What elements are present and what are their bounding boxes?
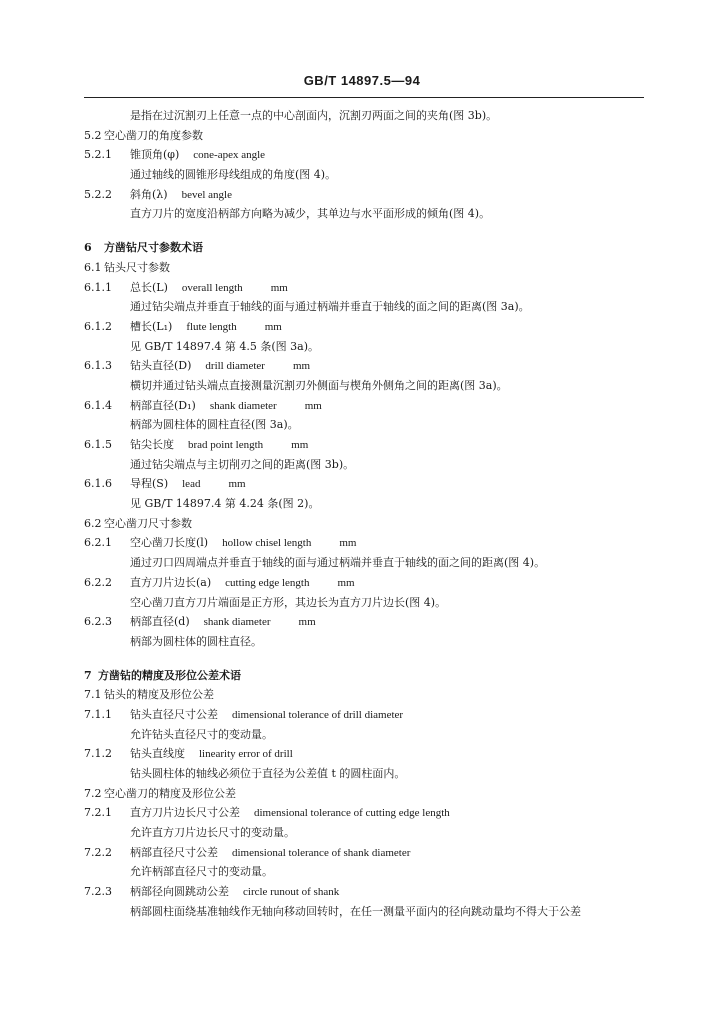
term-entry: 6.1.5 钻尖长度 brad point length mm xyxy=(84,438,309,451)
term-definition: 允许柄部直径尺寸的变动量。 xyxy=(130,865,273,879)
term-entry: 7.1.2 钻头直线度 linearity error of drill xyxy=(84,747,293,761)
term-definition: 横切并通过钻头端点直接测量沉割刃外侧面与楔角外侧角之间的距离(图 3a)。 xyxy=(130,378,508,392)
section-heading: 6.2 空心凿刀尺寸参数 xyxy=(84,516,192,530)
term-definition: 通过刃口四周端点并垂直于轴线的面与通过柄端并垂直于轴线的面之间的距离(图 4)。 xyxy=(130,556,546,570)
term-definition: 见 GB/T 14897.4 第 4.5 条(图 3a)。 xyxy=(130,339,320,353)
section-heading: 5.2 空心凿刀的角度参数 xyxy=(84,128,203,142)
chapter-heading: 7 方凿钻的精度及形位公差术语 xyxy=(84,668,241,682)
term-definition: 通过钻尖端点与主切削刃之间的距离(图 3b)。 xyxy=(130,457,355,471)
term-definition: 通过钻尖端点并垂直于轴线的面与通过柄端并垂直于轴线的面之间的距离(图 3a)。 xyxy=(130,300,530,314)
term-definition: 直方刀片的宽度沿柄部方向略为减少，其单边与水平面形成的倾角(图 4)。 xyxy=(130,207,491,221)
section-heading: 7.2 空心凿刀的精度及形位公差 xyxy=(84,786,236,800)
term-definition: 通过轴线的圆锥形母线组成的角度(图 4)。 xyxy=(130,168,337,182)
term-entry: 6.1.2 槽长(L₁) flute length mm xyxy=(84,319,282,333)
term-entry: 6.2.3 柄部直径(d) shank diameter mm xyxy=(84,615,316,629)
term-definition: 钻头圆柱体的轴线必须位于直径为公差值 t 的圆柱面内。 xyxy=(130,767,406,780)
term-definition: 柄部为圆柱体的圆柱直径(图 3a)。 xyxy=(130,418,299,432)
term-entry: 6.1.4 柄部直径(D₁) shank diameter mm xyxy=(84,398,322,412)
text-line: 是指在过沉割刃上任意一点的中心剖面内，沉割刃两面之间的夹角(图 3b)。 xyxy=(130,109,498,122)
term-entry: 6.2.1 空心凿刀长度(l) hollow chisel length mm xyxy=(84,536,357,550)
term-entry: 5.2.1 锥顶角(φ) cone-apex angle xyxy=(84,148,266,162)
header-rule xyxy=(84,97,644,98)
section-heading: 6.1 钻头尺寸参数 xyxy=(84,260,170,274)
term-definition: 柄部为圆柱体的圆柱直径。 xyxy=(130,634,262,648)
term-entry: 7.1.1 钻头直径尺寸公差 dimensional tolerance of drill diameter xyxy=(84,707,404,721)
term-definition: 空心凿刀直方刀片端面是正方形，其边长为直方刀片边长(图 4)。 xyxy=(130,595,447,609)
term-entry: 6.1.6 导程(S) lead mm xyxy=(84,477,246,491)
term-definition: 见 GB/T 14897.4 第 4.24 条(图 2)。 xyxy=(130,497,320,511)
standard-code-header: GB/T 14897.5—94 xyxy=(303,73,421,88)
term-entry: 7.2.1 直方刀片边长尺寸公差 dimensional tolerance of cutting edge length xyxy=(84,806,450,820)
term-entry: 5.2.2 斜角(λ) bevel angle xyxy=(84,187,232,201)
term-entry: 6.1.1 总长(L) overall length mm xyxy=(84,280,288,294)
term-entry: 7.2.3 柄部径向圆跳动公差 circle runout of shank xyxy=(84,885,340,899)
term-entry: 6.1.3 钻头直径(D) drill diameter mm xyxy=(84,359,311,373)
term-definition: 允许钻头直径尺寸的变动量。 xyxy=(130,727,273,741)
document-body xyxy=(0,106,724,922)
term-definition: 柄部圆柱面绕基准轴线作无轴向移动回转时，在任一测量平面内的径向跳动量均不得大于公差 xyxy=(130,904,581,918)
chapter-heading: 6 方凿钻尺寸参数术语 xyxy=(84,241,203,255)
section-heading: 7.1 钻头的精度及形位公差 xyxy=(84,688,214,702)
term-definition: 允许直方刀片边长尺寸的变动量。 xyxy=(130,826,295,840)
term-entry: 7.2.2 柄部直径尺寸公差 dimensional tolerance of shank diameter xyxy=(84,845,411,859)
term-entry: 6.2.2 直方刀片边长(a) cutting edge length mm xyxy=(84,575,355,589)
